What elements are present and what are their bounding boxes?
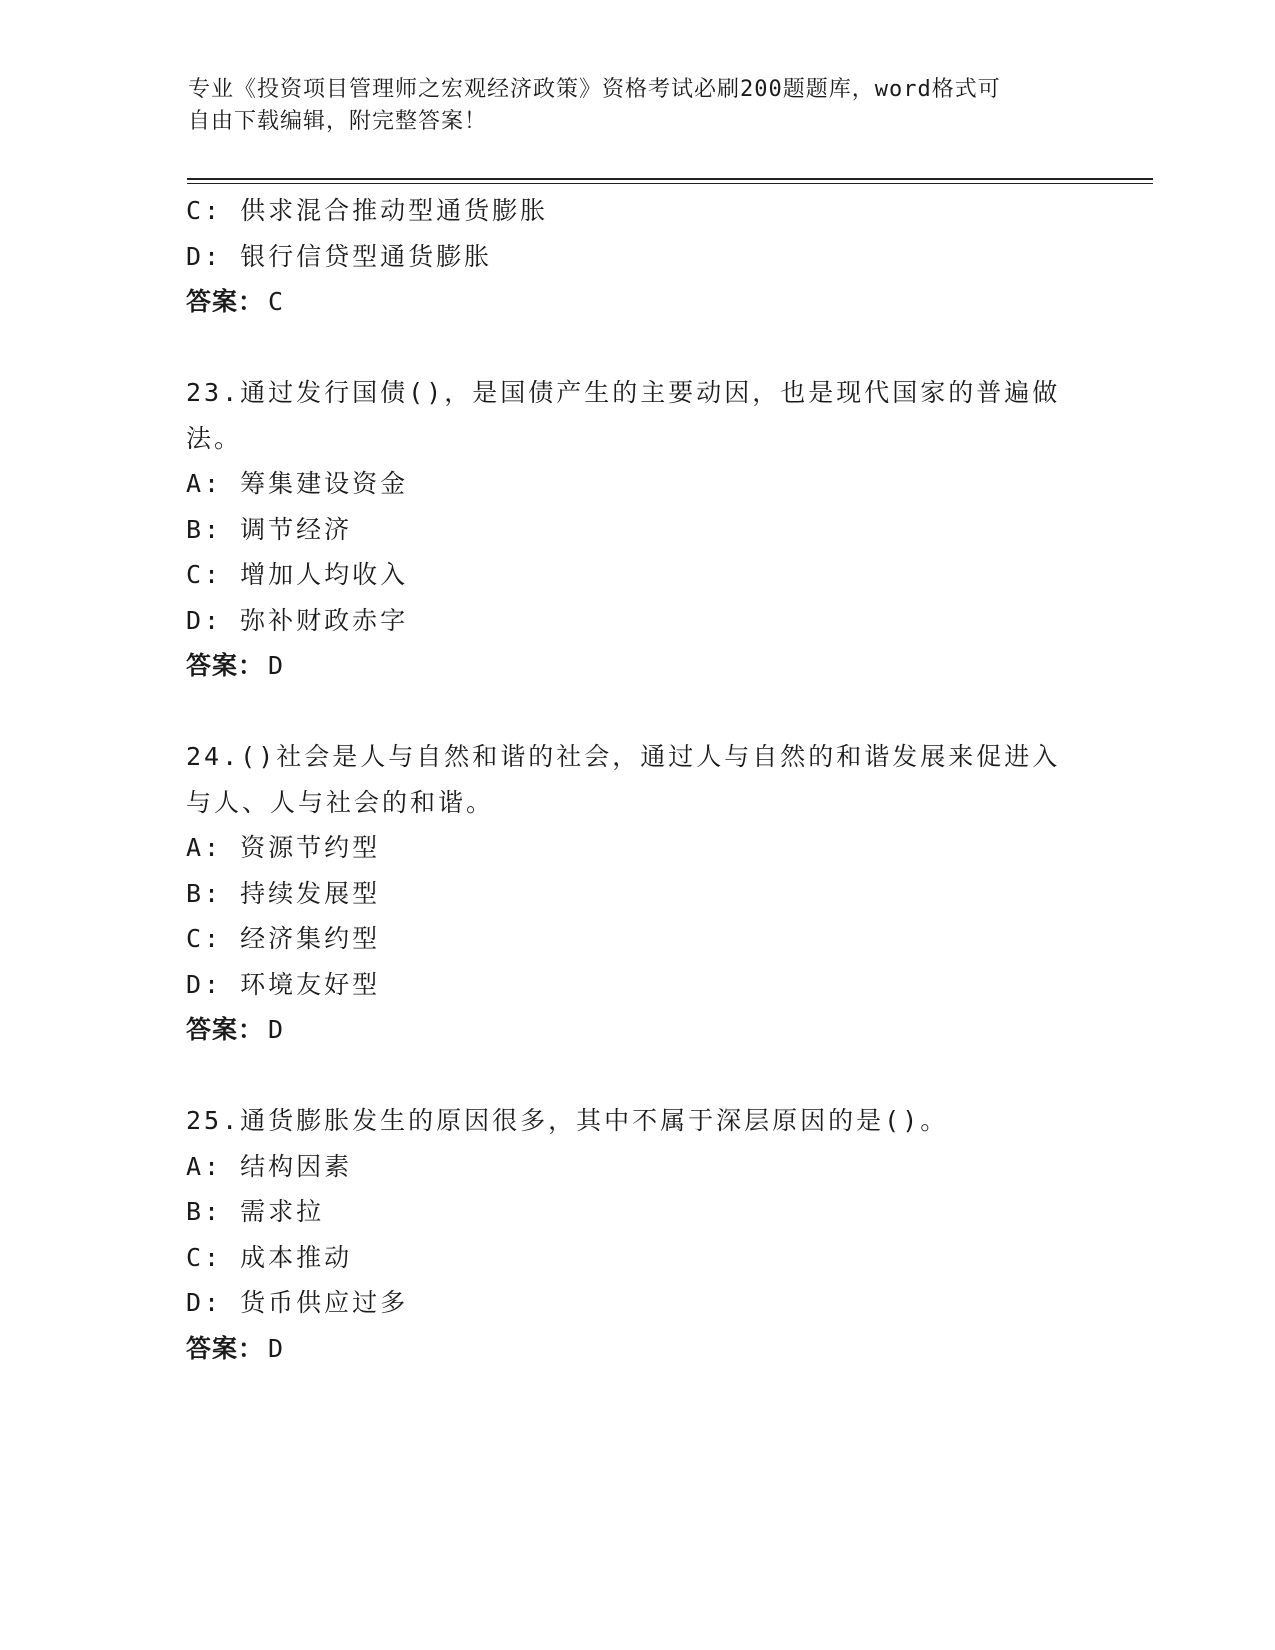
option-b: B: 调节经济 [186, 514, 353, 544]
question-22-tail [186, 188, 1086, 325]
option-c: C: 经济集约型 [186, 924, 381, 953]
option-d: D: 银行信贷型通货膨胀 [186, 241, 493, 271]
answer-value: D [268, 651, 284, 680]
header-divider-thick [187, 178, 1153, 180]
option-b: B: 需求拉 [186, 1197, 325, 1226]
option-c: C: 成本推动 [186, 1242, 353, 1272]
question-stem: 25.通货膨胀发生的原因很多，其中不属于深层原因的是()。 [186, 1106, 949, 1135]
option-b: B: 持续发展型 [186, 878, 381, 908]
option-c: C: 增加人均收入 [186, 560, 409, 589]
answer-label: 答案： [186, 287, 265, 316]
spacer [186, 689, 1086, 735]
answer-label: 答案： [186, 651, 265, 680]
document-header [188, 74, 1068, 138]
header-line-2: 自由下载编辑，附完整答案！ [188, 109, 488, 134]
question-stem: 23.通过发行国债()，是国债产生的主要动因，也是现代国家的普遍做 [186, 378, 1061, 407]
header-line-1: 专业《投资项目管理师之宏观经济政策》资格考试必刷200题题库，word格式可 [188, 77, 1001, 102]
question-stem: 24.()社会是人与自然和谐的社会，通过人与自然的和谐发展来促进入 [186, 742, 1061, 771]
answer-row [186, 279, 1086, 325]
question-23 [186, 370, 1086, 689]
answer-value: D [268, 1333, 284, 1363]
answer-row [186, 1007, 1086, 1053]
answer-label: 答案： [186, 1333, 265, 1363]
option-d: D: 货币供应过多 [186, 1288, 409, 1317]
spacer [186, 325, 1086, 371]
option-a: A: 资源节约型 [186, 833, 381, 862]
answer-row [186, 643, 1086, 689]
question-24 [186, 734, 1086, 1053]
option-d: D: 弥补财政赤字 [186, 605, 409, 635]
answer-value: C [268, 287, 284, 316]
question-list [186, 188, 1086, 1371]
answer-value: D [268, 1015, 284, 1044]
option-a: A: 筹集建设资金 [186, 469, 409, 498]
spacer [186, 1053, 1086, 1099]
header-divider-thin [187, 183, 1153, 184]
answer-row [186, 1326, 1086, 1372]
answer-label: 答案： [186, 1015, 265, 1044]
option-a: A: 结构因素 [186, 1151, 353, 1181]
question-stem-continued: 法。 [186, 423, 243, 453]
option-c: C: 供求混合推动型通货膨胀 [186, 196, 549, 225]
question-stem-continued: 与人、人与社会的和谐。 [186, 787, 495, 817]
option-d: D: 环境友好型 [186, 969, 381, 999]
question-25 [186, 1098, 1086, 1371]
